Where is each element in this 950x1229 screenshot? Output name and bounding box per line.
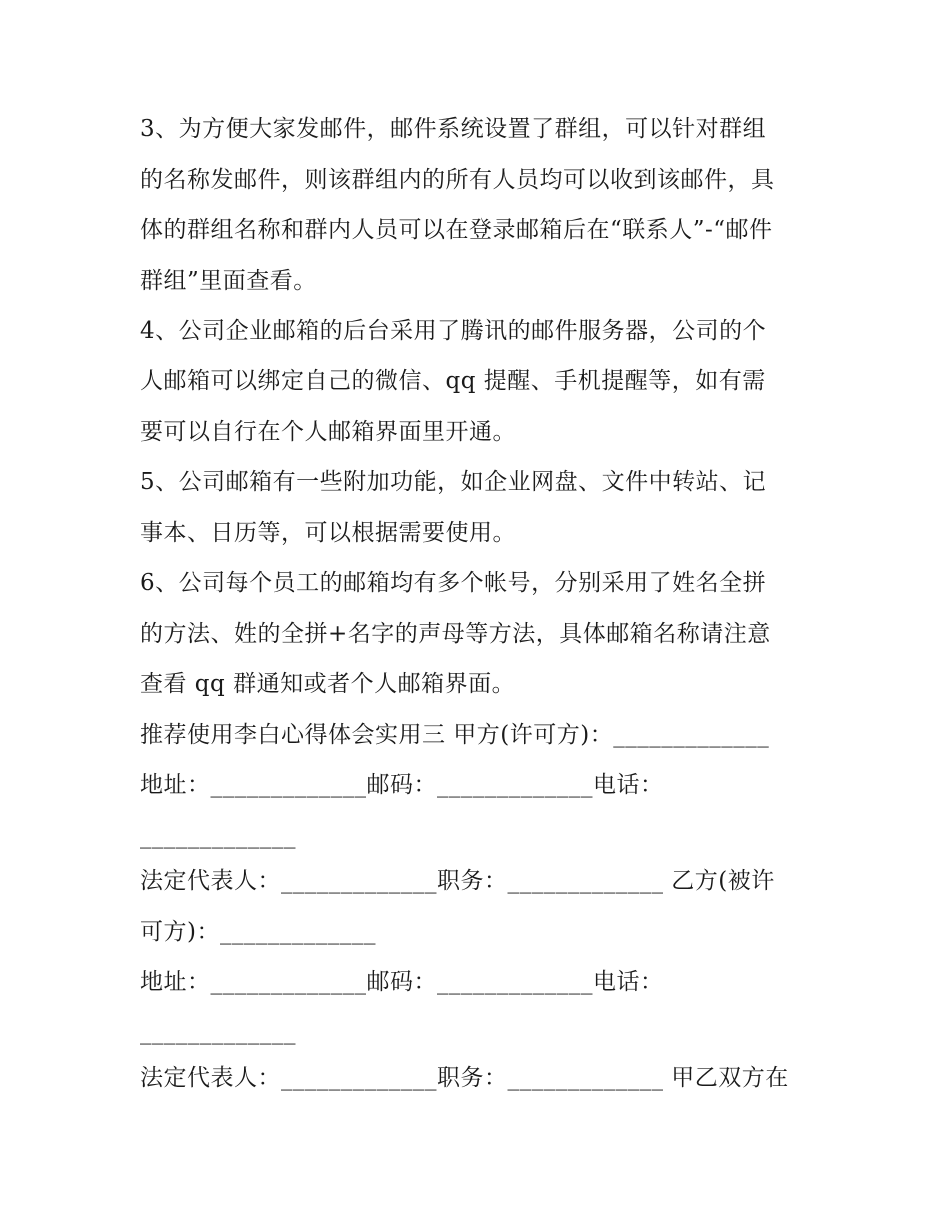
contract-line: 推荐使用李白心得体会实用三 甲方(许可方)：_____________ bbox=[140, 722, 770, 748]
contract-line: _____________ bbox=[140, 1019, 296, 1045]
paragraph-line: 人邮箱可以绑定自己的微信、qq 提醒、手机提醒等，如有需 bbox=[140, 368, 766, 394]
contract-line: 地址：_____________邮码：_____________电话： bbox=[140, 969, 664, 995]
paragraph-line: 的方法、姓的全拼+名字的声母等方法，具体邮箱名称请注意 bbox=[140, 621, 771, 647]
contract-line: 地址：_____________邮码：_____________电话： bbox=[140, 772, 664, 798]
paragraph-line: 的名称发邮件，则该群组内的所有人员均可以收到该邮件，具 bbox=[140, 167, 775, 193]
contract-line: 法定代表人：_____________职务：_____________ 甲乙双方在 bbox=[140, 1065, 789, 1091]
paragraph-line: 6、公司每个员工的邮箱均有多个帐号，分别采用了姓名全拼 bbox=[140, 570, 767, 596]
paragraph-line: 体的群组名称和群内人员可以在登录邮箱后在“联系人”-“邮件 bbox=[140, 217, 773, 243]
contract-line: _____________ bbox=[140, 823, 296, 849]
paragraph-line: 3、为方便大家发邮件，邮件系统设置了群组，可以针对群组 bbox=[140, 116, 767, 142]
paragraph-line: 查看 qq 群通知或者个人邮箱界面。 bbox=[140, 671, 516, 697]
contract-line: 可方)：_____________ bbox=[140, 919, 376, 945]
paragraph-line: 5、公司邮箱有一些附加功能，如企业网盘、文件中转站、记 bbox=[140, 469, 767, 495]
paragraph-line: 事本、日历等，可以根据需要使用。 bbox=[140, 520, 516, 546]
paragraph-line: 要可以自行在个人邮箱界面里开通。 bbox=[140, 419, 516, 445]
paragraph-line: 4、公司企业邮箱的后台采用了腾讯的邮件服务器，公司的个 bbox=[140, 318, 767, 344]
paragraph-line: 群组”里面查看。 bbox=[140, 268, 317, 294]
contract-line: 法定代表人：_____________职务：_____________ 乙方(被许 bbox=[140, 868, 775, 894]
